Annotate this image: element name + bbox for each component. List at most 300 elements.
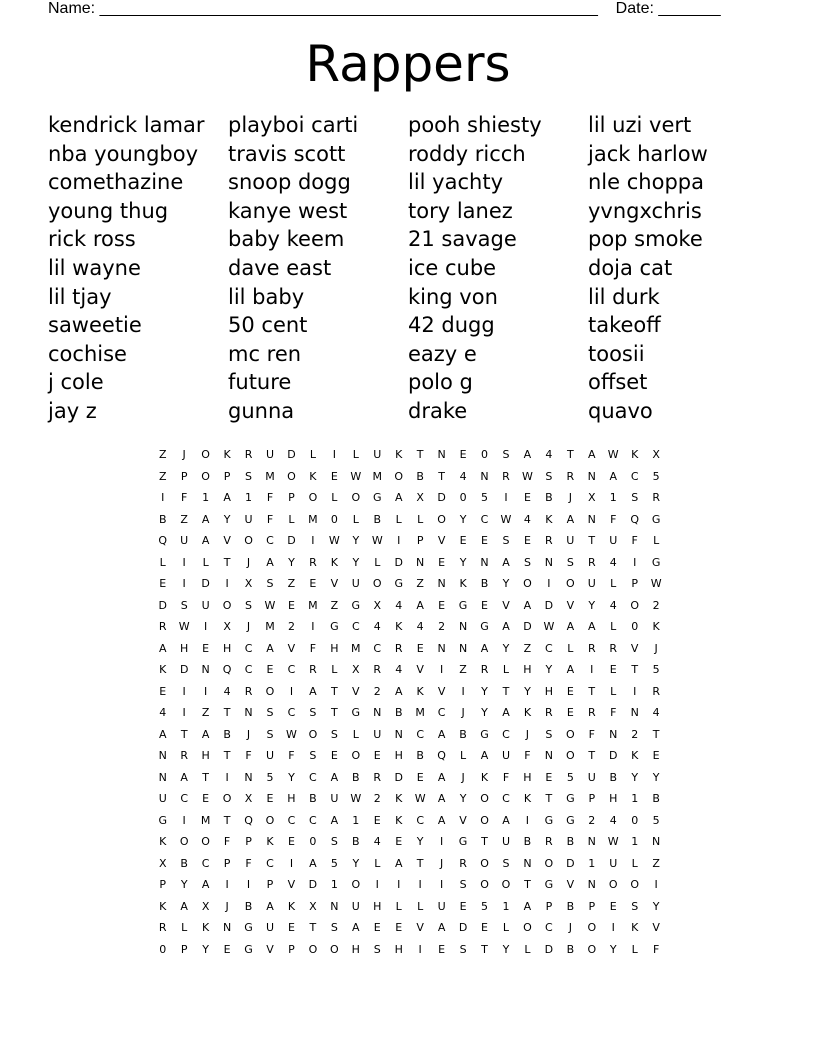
grid-letter: A (201, 534, 210, 547)
grid-letter: L (202, 555, 209, 569)
word-item: travis scott (228, 141, 346, 166)
grid-letter: 2 (287, 620, 295, 633)
grid-letter: 5 (566, 770, 574, 784)
grid-letter: F (588, 727, 595, 741)
grid-letter: N (437, 577, 446, 590)
grid-row (152, 487, 667, 509)
grid-letter: I (418, 942, 422, 956)
grid-letter: Z (416, 577, 424, 590)
grid-letter: E (609, 663, 617, 676)
grid-letter: C (287, 706, 296, 719)
grid-letter: E (309, 577, 317, 590)
grid-letter: G (244, 942, 253, 956)
grid-letter: U (351, 899, 360, 913)
grid-letter: Y (352, 555, 360, 569)
grid-letter: D (566, 856, 575, 870)
grid-letter: V (352, 684, 360, 698)
grid-letter: G (566, 792, 575, 805)
grid-letter: I (375, 878, 379, 891)
page-title: Rappers (305, 35, 511, 93)
word-item: snoop dogg (228, 170, 351, 195)
grid-letter: V (287, 641, 296, 655)
grid-letter: S (330, 727, 338, 741)
grid-letter: L (331, 491, 338, 504)
grid-letter: B (566, 942, 575, 956)
word-item: rick ross (48, 227, 136, 252)
grid-letter: I (439, 878, 444, 891)
grid-letter: N (437, 641, 446, 655)
word-column (228, 111, 408, 431)
grid-letter: S (459, 942, 467, 956)
grid-row (152, 788, 667, 810)
grid-letter: 4 (373, 620, 381, 633)
grid-letter: N (630, 706, 639, 719)
grid-letter: W (543, 620, 555, 633)
grid-letter: P (631, 577, 639, 590)
grid-letter: A (330, 770, 339, 784)
grid-letter: I (182, 684, 186, 698)
grid-letter: A (566, 620, 575, 633)
grid-row (152, 509, 667, 531)
grid-letter: J (246, 620, 251, 633)
grid-letter: 1 (588, 856, 596, 870)
grid-letter: 5 (652, 663, 660, 676)
grid-letter: A (266, 555, 274, 569)
grid-letter: B (158, 512, 167, 526)
grid-letter: C (287, 813, 296, 827)
grid-letter: J (568, 491, 572, 504)
grid-letter: S (523, 555, 531, 569)
grid-letter: N (480, 555, 489, 569)
grid-letter: D (287, 448, 296, 461)
grid-letter: C (480, 512, 489, 526)
grid-letter: B (652, 792, 660, 805)
grid-letter: C (287, 663, 296, 676)
word-item: nba youngboy (48, 141, 199, 166)
grid-letter: P (288, 942, 295, 956)
grid-row (152, 681, 667, 703)
grid-letter: U (244, 512, 253, 526)
grid-letter: 5 (652, 469, 660, 483)
word-item: dave east (228, 255, 332, 280)
grid-letter: Y (416, 835, 424, 848)
grid-letter: E (459, 534, 467, 547)
grid-letter: I (182, 577, 186, 590)
grid-letter: R (502, 469, 510, 483)
grid-letter: E (438, 942, 446, 956)
grid-letter: E (459, 899, 467, 913)
grid-letter: U (373, 448, 382, 461)
grid-letter: L (610, 684, 617, 698)
grid-letter: U (330, 792, 339, 805)
grid-letter: I (611, 921, 615, 934)
word-item: lil uzi vert (588, 113, 692, 137)
grid-letter: A (502, 555, 510, 569)
grid-letter: A (352, 921, 360, 934)
grid-letter: R (180, 749, 188, 762)
grid-letter: S (631, 899, 639, 913)
grid-letter: L (610, 620, 617, 633)
grid-letter: Q (244, 813, 253, 827)
word-item: quavo (588, 398, 653, 423)
grid-letter: T (309, 921, 317, 934)
grid-letter: O (480, 878, 489, 891)
grid-letter: O (501, 878, 511, 891)
word-item: lil wayne (48, 255, 141, 280)
grid-letter: U (265, 749, 275, 762)
grid-letter: B (373, 512, 382, 526)
grid-letter: I (182, 706, 186, 719)
grid-letter: E (266, 663, 274, 676)
grid-letter: V (287, 878, 296, 891)
grid-letter: O (394, 469, 404, 483)
grid-letter: I (654, 878, 658, 891)
grid-row (152, 831, 667, 853)
grid-letter: C (266, 856, 274, 870)
grid-letter: P (266, 878, 274, 891)
grid-letter: E (373, 749, 381, 762)
grid-letter: S (502, 534, 510, 547)
grid-letter: K (480, 770, 489, 784)
grid-letter: R (587, 555, 596, 569)
grid-letter: A (201, 878, 210, 891)
grid-letter: W (350, 469, 362, 483)
grid-letter: N (587, 835, 596, 848)
grid-letter: D (287, 534, 296, 547)
grid-letter: I (161, 491, 165, 504)
grid-letter: L (374, 555, 381, 569)
grid-row (152, 530, 667, 552)
grid-letter: I (182, 813, 186, 827)
grid-letter: I (204, 620, 208, 633)
grid-letter: Z (201, 706, 210, 719)
grid-letter: M (372, 469, 382, 483)
grid-letter: K (631, 448, 639, 461)
grid-letter: F (245, 856, 252, 870)
grid-letter: B (309, 792, 317, 805)
grid-letter: U (265, 448, 275, 461)
grid-letter: N (222, 921, 232, 934)
grid-letter: X (244, 792, 253, 805)
grid-row (152, 659, 667, 681)
grid-letter: L (288, 512, 295, 526)
grid-letter: 4 (395, 598, 403, 612)
grid-letter: O (351, 491, 361, 504)
grid-letter: Y (352, 856, 360, 870)
grid-letter: V (566, 878, 575, 891)
grid-letter: K (652, 620, 660, 633)
grid-letter: 4 (545, 448, 553, 461)
grid-letter: O (372, 577, 382, 590)
grid-letter: U (201, 598, 210, 612)
grid-letter: Z (523, 641, 532, 655)
grid-row (152, 552, 667, 574)
grid-letter: V (437, 684, 446, 698)
grid-letter: X (201, 899, 210, 913)
grid-letter: P (245, 835, 252, 848)
grid-letter: O (244, 534, 253, 547)
grid-letter: 0 (631, 813, 639, 827)
grid-letter: 5 (481, 899, 489, 913)
grid-letter: I (289, 684, 294, 698)
grid-letter: F (266, 491, 274, 504)
grid-letter: E (159, 684, 167, 698)
grid-letter: I (182, 555, 186, 569)
word-column (588, 111, 768, 431)
grid-letter: 0 (481, 448, 489, 461)
grid-letter: W (607, 448, 619, 461)
grid-letter: E (266, 792, 274, 805)
grid-letter: T (652, 727, 660, 741)
grid-letter: J (246, 555, 251, 569)
grid-letter: Y (631, 770, 639, 784)
grid-letter: J (225, 899, 229, 913)
date-blank: _______ (658, 0, 721, 17)
grid-letter: L (309, 448, 316, 461)
grid-row (152, 767, 667, 789)
grid-letter: Q (630, 512, 640, 526)
grid-letter: I (311, 534, 315, 547)
grid-letter: R (373, 663, 382, 676)
grid-letter: Y (524, 684, 531, 698)
grid-letter: Y (652, 899, 660, 913)
grid-letter: 4 (373, 835, 381, 848)
grid-letter: K (545, 512, 553, 526)
grid-letter: D (158, 598, 167, 612)
grid-letter: A (201, 727, 210, 741)
grid-letter: S (266, 727, 274, 741)
grid-row (152, 724, 667, 746)
grid-letter: P (223, 856, 231, 870)
grid-letter: S (266, 577, 274, 590)
grid-letter: G (544, 878, 554, 891)
grid-letter: W (521, 469, 533, 483)
grid-letter: Y (459, 555, 467, 569)
grid-letter: V (437, 534, 446, 547)
grid-letter: T (502, 684, 510, 698)
grid-letter: Z (158, 469, 167, 483)
grid-letter: E (416, 641, 424, 655)
grid-letter: 2 (652, 598, 660, 612)
grid-letter: 5 (266, 770, 274, 784)
grid-letter: Z (287, 577, 296, 590)
word-item: doja cat (588, 255, 673, 280)
grid-letter: F (631, 534, 638, 547)
grid-letter: A (480, 749, 489, 762)
grid-letter: L (610, 577, 617, 590)
word-item: kanye west (228, 198, 348, 223)
grid-letter: V (502, 598, 510, 612)
grid-letter: E (438, 598, 446, 612)
grid-letter: U (609, 534, 618, 547)
grid-letter: D (394, 555, 403, 569)
grid-letter: I (289, 856, 294, 870)
grid-letter: E (609, 899, 617, 913)
grid-letter: X (223, 620, 231, 633)
grid-row (152, 745, 667, 767)
grid-letter: J (461, 706, 465, 719)
grid-letter: Y (502, 641, 510, 655)
grid-row (152, 638, 667, 660)
grid-letter: H (609, 792, 618, 805)
grid-letter: O (308, 491, 318, 504)
grid-letter: O (265, 813, 275, 827)
grid-letter: O (308, 727, 318, 741)
grid-letter: C (416, 727, 424, 741)
grid-letter: Y (545, 663, 553, 676)
grid-letter: U (437, 899, 446, 913)
grid-letter: K (202, 921, 210, 934)
grid-letter: C (437, 706, 446, 719)
grid-letter: O (523, 921, 532, 934)
grid-letter: N (158, 749, 167, 762)
grid-letter: K (395, 448, 403, 461)
grid-letter: G (351, 598, 361, 612)
grid-letter: 5 (481, 491, 489, 504)
grid-letter: I (633, 684, 637, 698)
grid-letter: D (609, 749, 618, 762)
grid-letter: V (266, 942, 274, 956)
grid-letter: R (545, 835, 553, 848)
grid-letter: 0 (330, 512, 338, 526)
grid-letter: 1 (330, 878, 338, 891)
grid-letter: A (201, 512, 210, 526)
grid-letter: E (416, 770, 424, 784)
grid-letter: A (437, 813, 446, 827)
grid-letter: Q (158, 534, 168, 547)
grid-letter: O (437, 512, 446, 526)
grid-letter: B (609, 770, 618, 784)
grid-letter: D (458, 921, 468, 934)
grid-letter: N (330, 899, 339, 913)
grid-letter: L (631, 942, 638, 956)
grid-letter: T (180, 727, 188, 741)
grid-letter: S (266, 706, 274, 719)
grid-letter: V (330, 577, 339, 590)
grid-letter: E (523, 534, 531, 547)
grid-row (152, 896, 667, 918)
word-list (48, 111, 768, 431)
grid-letter: O (480, 856, 489, 870)
grid-letter: A (309, 856, 317, 870)
grid-letter: 4 (609, 813, 617, 827)
grid-letter: E (223, 942, 231, 956)
grid-letter: A (609, 469, 617, 483)
grid-letter: S (566, 555, 574, 569)
grid-letter: X (373, 598, 382, 612)
grid-letter: W (350, 792, 362, 805)
grid-letter: 0 (459, 491, 467, 504)
grid-letter: E (159, 577, 167, 590)
grid-letter: A (223, 491, 231, 504)
grid-letter: U (265, 921, 275, 934)
grid-letter: K (159, 899, 167, 913)
grid-letter: T (588, 749, 596, 762)
grid-letter: T (223, 813, 231, 827)
grid-letter: 1 (631, 792, 639, 805)
grid-letter: O (566, 577, 575, 590)
grid-letter: L (631, 856, 638, 870)
word-item: nle choppa (588, 170, 704, 195)
grid-letter: E (395, 921, 403, 934)
grid-letter: E (395, 835, 403, 848)
grid-letter: M (351, 641, 361, 655)
grid-letter: I (418, 878, 422, 891)
grid-letter: F (266, 512, 274, 526)
word-item: jack harlow (588, 141, 708, 166)
grid-letter: E (459, 448, 467, 461)
grid-letter: S (502, 856, 510, 870)
grid-letter: Z (459, 663, 467, 676)
grid-letter: B (180, 856, 188, 870)
grid-letter: N (587, 512, 596, 526)
grid-letter: Q (222, 663, 232, 676)
grid-letter: F (524, 749, 531, 762)
grid-letter: B (545, 491, 553, 504)
grid-letter: S (330, 835, 338, 848)
grid-letter: W (371, 534, 383, 547)
grid-letter: K (309, 469, 317, 483)
grid-letter: L (502, 663, 510, 676)
grid-letter: N (609, 727, 618, 741)
grid-letter: R (158, 620, 167, 633)
grid-letter: P (159, 878, 167, 891)
grid-letter: A (266, 899, 274, 913)
grid-letter: K (159, 663, 167, 676)
grid-letter: H (330, 641, 339, 655)
grid-letter: 2 (438, 620, 446, 633)
grid-letter: 4 (609, 555, 617, 569)
grid-letter: J (568, 921, 572, 934)
grid-letter: W (414, 792, 426, 805)
grid-letter: D (201, 577, 210, 590)
grid-letter: D (437, 491, 446, 504)
grid-letter: E (330, 749, 338, 762)
grid-letter: 4 (609, 598, 617, 612)
grid-letter: A (588, 620, 596, 633)
word-item: roddy ricch (408, 141, 526, 166)
grid-letter: Y (652, 770, 660, 784)
grid-letter: I (311, 620, 315, 633)
grid-letter: G (480, 727, 489, 741)
grid-letter: O (523, 577, 532, 590)
grid-letter: N (416, 555, 425, 569)
grid-letter: 4 (395, 663, 403, 676)
grid-letter: R (652, 491, 660, 504)
grid-letter: 5 (652, 813, 660, 827)
grid-letter: V (652, 921, 660, 934)
grid-letter: 2 (588, 813, 596, 827)
grid-letter: 1 (202, 491, 210, 504)
grid-letter: C (201, 856, 210, 870)
grid-letter: 2 (373, 684, 381, 698)
grid-letter: T (631, 663, 639, 676)
grid-letter: U (609, 856, 618, 870)
grid-letter: Q (437, 749, 446, 762)
grid-letter: A (330, 813, 339, 827)
grid-letter: I (461, 684, 465, 698)
grid-letter: 4 (416, 620, 424, 633)
grid-letter: Y (352, 534, 360, 547)
word-item: yvngxchris (588, 198, 702, 223)
grid-letter: E (373, 813, 381, 827)
grid-letter: P (180, 942, 188, 956)
word-item: lil durk (588, 284, 660, 309)
grid-letter: B (523, 835, 532, 848)
grid-letter: A (566, 512, 575, 526)
grid-letter: E (523, 491, 531, 504)
grid-letter: 0 (631, 620, 639, 633)
